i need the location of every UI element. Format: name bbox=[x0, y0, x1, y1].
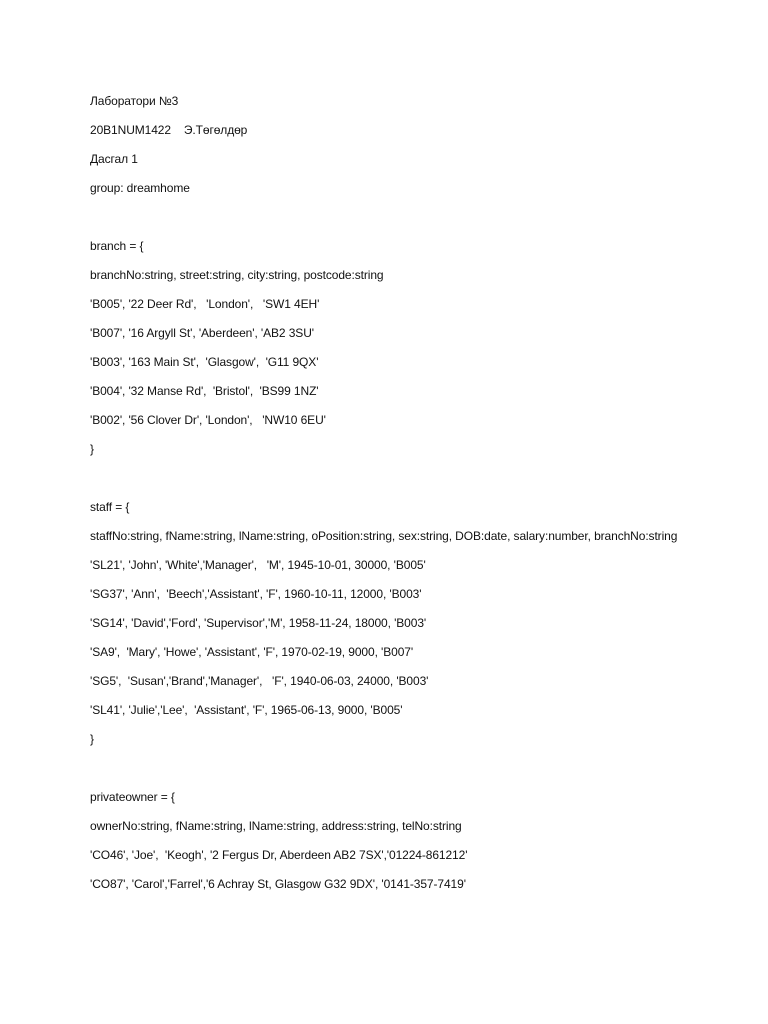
branch-close: } bbox=[90, 442, 94, 456]
student-info: 20B1NUM1422 Э.Төгөлдөр bbox=[90, 123, 248, 137]
staff-open: staff = { bbox=[90, 500, 130, 514]
spacer bbox=[90, 469, 690, 498]
exercise-heading: Дасгал 1 bbox=[90, 152, 138, 166]
staff-row: 'SG5', 'Susan','Brand','Manager', 'F', 1940-06-03, 24000, 'B003' bbox=[90, 674, 429, 688]
staff-row: 'SG14', 'David','Ford', 'Supervisor','M', 1958-11-24, 18000, 'B003' bbox=[90, 616, 427, 630]
branch-row: 'B003', '163 Main St', 'Glasgow', 'G11 9QX' bbox=[90, 355, 319, 369]
lab-title: Лаборатори №3 bbox=[90, 94, 179, 108]
branch-row: 'B002', '56 Clover Dr', 'London', 'NW10 6EU' bbox=[90, 413, 326, 427]
staff-row: 'SL21', 'John', 'White','Manager', 'M', 1945-10-01, 30000, 'B005' bbox=[90, 558, 426, 572]
staff-row: 'SL41', 'Julie','Lee', 'Assistant', 'F', 1965-06-13, 9000, 'B005' bbox=[90, 703, 403, 717]
branch-row: 'B004', '32 Manse Rd', 'Bristol', 'BS99 1NZ' bbox=[90, 384, 319, 398]
staff-row: 'SA9', 'Mary', 'Howe', 'Assistant', 'F', 1970-02-19, 9000, 'B007' bbox=[90, 645, 414, 659]
branch-open: branch = { bbox=[90, 239, 144, 253]
staff-close: } bbox=[90, 732, 94, 746]
privateowner-row: 'CO46', 'Joe', 'Keogh', '2 Fergus Dr, Aberdeen AB2 7SX','01224-861212' bbox=[90, 848, 468, 862]
staff-schema: staffNo:string, fName:string, lName:string, oPosition:string, sex:string, DOB:date, salary:number, branchNo:string bbox=[90, 529, 678, 543]
branch-schema: branchNo:string, street:string, city:string, postcode:string bbox=[90, 268, 384, 282]
spacer bbox=[90, 759, 690, 788]
staff-row: 'SG37', 'Ann', 'Beech','Assistant', 'F', 1960-10-11, 12000, 'B003' bbox=[90, 587, 422, 601]
privateowner-schema: ownerNo:string, fName:string, lName:string, address:string, telNo:string bbox=[90, 819, 462, 833]
privateowner-row: 'CO87', 'Carol','Farrel','6 Achray St, Glasgow G32 9DX', '0141-357-7419' bbox=[90, 877, 466, 891]
branch-row: 'B007', '16 Argyll St', 'Aberdeen', 'AB2 3SU' bbox=[90, 326, 314, 340]
document-body bbox=[90, 92, 690, 904]
branch-row: 'B005', '22 Deer Rd', 'London', 'SW1 4EH' bbox=[90, 297, 320, 311]
group-line: group: dreamhome bbox=[90, 181, 190, 195]
privateowner-open: privateowner = { bbox=[90, 790, 175, 804]
spacer bbox=[90, 208, 690, 237]
